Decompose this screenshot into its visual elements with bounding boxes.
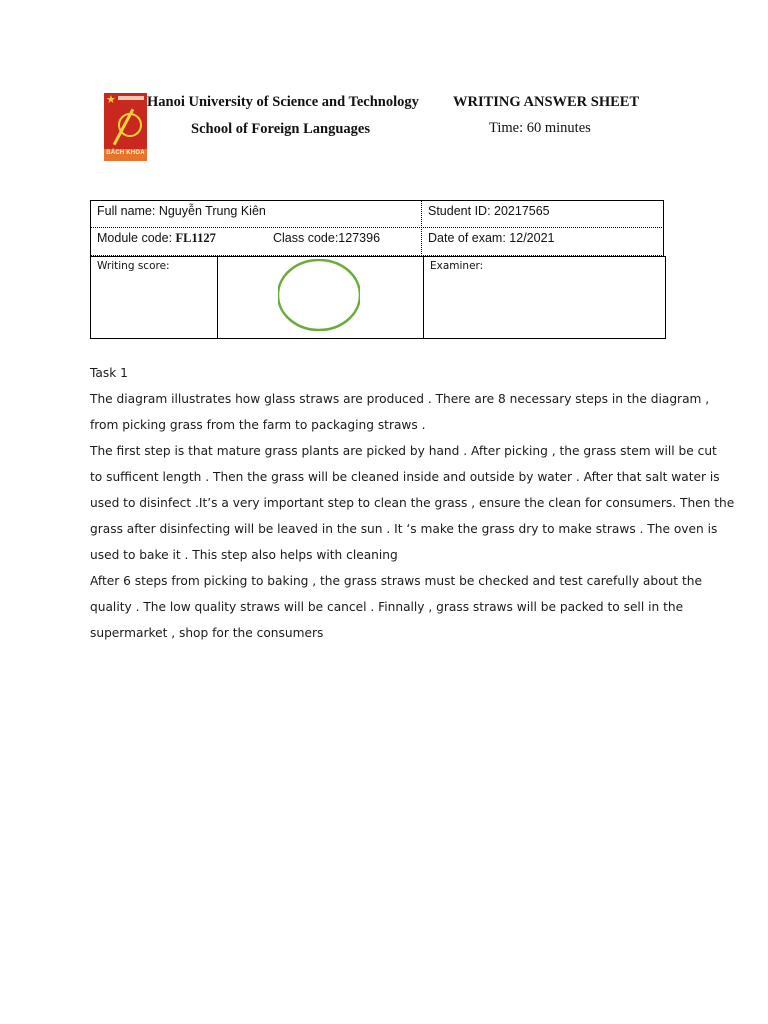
essay-line: After 6 steps from picking to baking , the grass straws must be checked and test carefully about the	[90, 574, 702, 588]
essay-line: used to disinfect .It’s a very important step to clean the grass , ensure the clean for consumers. Then the	[90, 496, 735, 510]
class-code-field: Class code:127396	[273, 231, 381, 245]
time-limit: Time: 60 minutes	[489, 120, 591, 136]
score-circle	[278, 259, 360, 331]
school-name: School of Foreign Languages	[191, 121, 370, 137]
sheet-title: WRITING ANSWER SHEET	[453, 94, 640, 110]
student-id-field: Student ID: 20217565	[428, 204, 550, 218]
essay-line: quality . The low quality straws will be cancel . Finnally , grass straws will be packed to sell in the	[90, 600, 684, 614]
score-table	[90, 256, 666, 339]
task-label: Task 1	[90, 366, 128, 380]
info-divider	[421, 200, 422, 256]
logo-band	[118, 96, 144, 100]
university-name: Hanoi University of Science and Technology	[147, 94, 419, 110]
writing-score-label: Writing score:	[97, 260, 170, 272]
essay-line: used to bake it . This step also helps with cleaning	[90, 548, 398, 562]
score-divider	[423, 257, 424, 338]
essay-line: to sufficent length . Then the grass will be cleaned inside and outside by water . After that salt water is	[90, 470, 720, 484]
date-of-exam-field: Date of exam: 12/2021	[428, 231, 555, 245]
module-code-value: FL1127	[175, 231, 216, 245]
essay-line: supermarket , shop for the consumers	[90, 626, 324, 640]
university-logo	[104, 93, 147, 161]
essay-line: The diagram illustrates how glass straws are produced . There are 8 necessary steps in the diagram ,	[90, 392, 710, 406]
star-icon: ★	[106, 93, 116, 106]
module-code-field	[97, 231, 216, 246]
logo-text: BÁCH KHOA	[106, 150, 145, 156]
full-name-field: Full name: Nguyễn Trung Kiên	[97, 204, 266, 218]
essay-line: grass after disinfecting will be leaved in the sun . It ‘s make the grass dry to make straws . The oven is	[90, 522, 718, 536]
essay-line: The first step is that mature grass plants are picked by hand . After picking , the grass stem will be cut	[90, 444, 717, 458]
examiner-label: Examiner:	[430, 260, 484, 272]
module-code-label: Module code:	[97, 231, 176, 245]
score-divider	[217, 257, 218, 338]
essay-line: from picking grass from the farm to packaging straws .	[90, 418, 426, 432]
